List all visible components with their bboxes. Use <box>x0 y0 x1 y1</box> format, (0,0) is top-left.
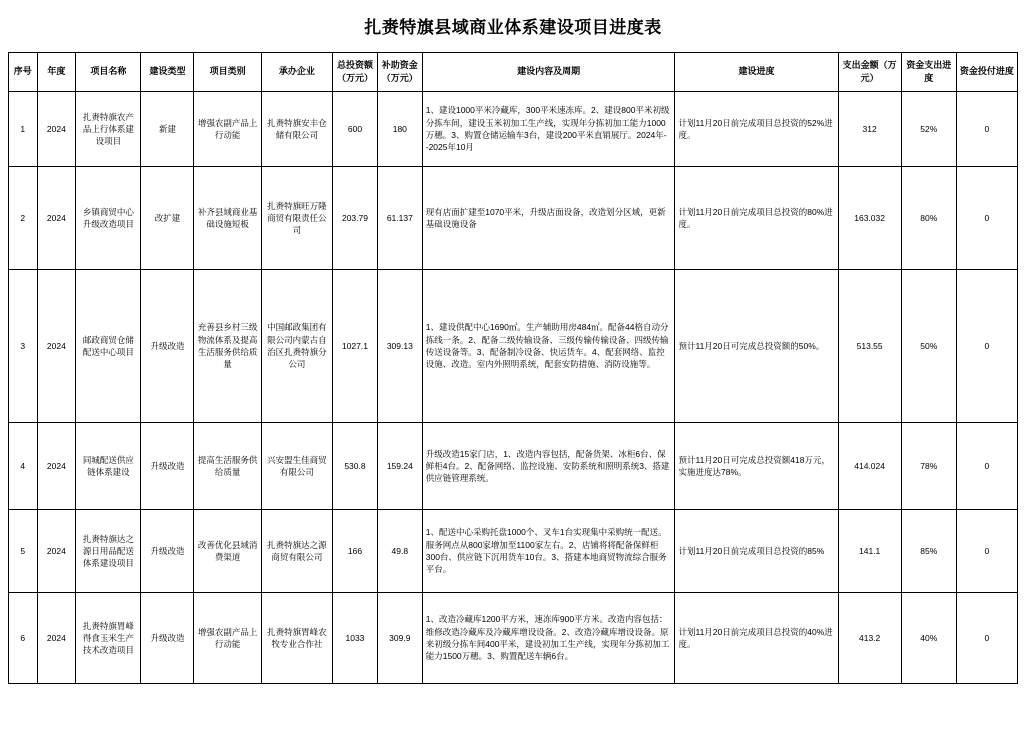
cell-subsidy: 159.24 <box>377 423 422 510</box>
cell-spend: 163.032 <box>838 167 901 270</box>
cell-progress: 预计11月20日可完成总投资额的50%。 <box>675 270 838 423</box>
cell-subsidy: 49.8 <box>377 510 422 593</box>
column-header-index: 序号 <box>9 53 38 92</box>
cell-project-name: 同城配送供应链体系建设 <box>76 423 141 510</box>
cell-spend-rate: 85% <box>901 510 956 593</box>
cell-build-type: 改扩建 <box>141 167 194 270</box>
cell-progress: 预计11月20日可完成总投资额418万元，实施进度达78%。 <box>675 423 838 510</box>
cell-content: 升级改造15家门店，1、改造内容包括，配备货架、冰柜6台、保鲜柜4台。2、配备网络、监控设施、安防系统和照明系统3、搭建供应链管理系统。 <box>422 423 675 510</box>
column-header-build-type: 建设类型 <box>141 53 194 92</box>
cell-progress: 计划11月20日前完成项目总投资的40%进度。 <box>675 593 838 684</box>
cell-spend-rate: 78% <box>901 423 956 510</box>
cell-subsidy: 180 <box>377 92 422 167</box>
cell-category: 增强农副产品上行动能 <box>194 92 261 167</box>
column-header-year: 年度 <box>37 53 76 92</box>
column-header-content: 建设内容及周期 <box>422 53 675 92</box>
column-header-payment-rate: 资金投付进度 <box>956 53 1017 92</box>
cell-spend: 312 <box>838 92 901 167</box>
cell-payment-rate: 0 <box>956 270 1017 423</box>
cell-category: 增强农副产品上行动能 <box>194 593 261 684</box>
cell-progress: 计划11月20日前完成项目总投资的52%进度。 <box>675 92 838 167</box>
cell-content: 1、改造冷藏库1200平方米，速冻库900平方米。改造内容包括：维修改造冷藏库及冷藏库增设设备。2、改造冷藏库增设设备。原来初级分拣车间400平米，建设初加工生产线，实现年分拣初加工能力1500万穗。3、购置配送车辆6台。 <box>422 593 675 684</box>
cell-year: 2024 <box>37 167 76 270</box>
cell-spend-rate: 52% <box>901 92 956 167</box>
cell-content: 1、建设1000平米冷藏库，300平米速冻库。2、建设800平米初级分拣车间，建设玉米初加工生产线，实现年分拣初加工能力1000万穗。3、购置仓储运输车3台，建设200平米直销展厅。2024年--2025年10月 <box>422 92 675 167</box>
cell-payment-rate: 0 <box>956 510 1017 593</box>
cell-subsidy: 61.137 <box>377 167 422 270</box>
cell-index: 1 <box>9 92 38 167</box>
table-header-row <box>9 53 1018 92</box>
cell-company: 扎赉特旗旺万隆商贸有限责任公司 <box>261 167 332 270</box>
cell-spend-rate: 50% <box>901 270 956 423</box>
table-row <box>9 92 1018 167</box>
cell-payment-rate: 0 <box>956 593 1017 684</box>
table-row <box>9 510 1018 593</box>
cell-content: 1、配送中心采购托盘1000个、叉车1台实现集中采购统一配送。服务网点从800家增加至1100家左右。2、店铺将将配备保鲜柜300台、供应链下沉用货车10台。3、搭建本地商贸物流综合服务平台。 <box>422 510 675 593</box>
cell-build-type: 新建 <box>141 92 194 167</box>
cell-category: 充善县乡村三级物流体系及提高生活服务供给质量 <box>194 270 261 423</box>
cell-category: 提高生活服务供给质量 <box>194 423 261 510</box>
cell-payment-rate: 0 <box>956 92 1017 167</box>
cell-progress: 计划11月20日前完成项目总投资的85% <box>675 510 838 593</box>
cell-content: 现有店面扩建至1070平米，升级店面设备，改造划分区域，更新基础设施设备 <box>422 167 675 270</box>
cell-year: 2024 <box>37 270 76 423</box>
cell-total-investment: 530.8 <box>333 423 378 510</box>
cell-index: 6 <box>9 593 38 684</box>
cell-company: 中国邮政集团有限公司内蒙古自治区扎赉特旗分公司 <box>261 270 332 423</box>
column-header-project-name: 项目名称 <box>76 53 141 92</box>
cell-company: 兴安盟生佳商贸有限公司 <box>261 423 332 510</box>
cell-build-type: 升级改造 <box>141 423 194 510</box>
column-header-subsidy: 补助资金（万元） <box>377 53 422 92</box>
cell-spend: 414.024 <box>838 423 901 510</box>
cell-build-type: 升级改造 <box>141 270 194 423</box>
cell-year: 2024 <box>37 423 76 510</box>
cell-project-name: 乡镇商贸中心升级改造项目 <box>76 167 141 270</box>
cell-subsidy: 309.9 <box>377 593 422 684</box>
cell-payment-rate: 0 <box>956 423 1017 510</box>
column-header-spend: 支出金额（万元） <box>838 53 901 92</box>
cell-total-investment: 203.79 <box>333 167 378 270</box>
cell-total-investment: 600 <box>333 92 378 167</box>
cell-content: 1、建设供配中心1690㎡。生产辅助用房484㎡。配备44格自动分拣线一条。2、配备二级传输设备、三级传输传输设备、四级传输传送设备等。3、配备制冷设备、快运货车。4、配套网络、监控设施、改造。室内外照明系统，配套安防措施、消防设施等。 <box>422 270 675 423</box>
cell-spend-rate: 40% <box>901 593 956 684</box>
project-progress-table <box>8 52 1018 684</box>
column-header-category: 项目类别 <box>194 53 261 92</box>
cell-build-type: 升级改造 <box>141 510 194 593</box>
column-header-total-investment: 总投资额（万元） <box>333 53 378 92</box>
cell-year: 2024 <box>37 510 76 593</box>
cell-year: 2024 <box>37 593 76 684</box>
cell-project-name: 扎赉特旗农产品上行体系建设项目 <box>76 92 141 167</box>
column-header-progress: 建设进度 <box>675 53 838 92</box>
cell-index: 5 <box>9 510 38 593</box>
cell-progress: 计划11月20日前完成项目总投资的80%进度。 <box>675 167 838 270</box>
cell-total-investment: 1027.1 <box>333 270 378 423</box>
cell-project-name: 扎赉特旗胃峰得食玉米生产技术改造项目 <box>76 593 141 684</box>
cell-company: 扎赉特旗胃峰农牧专业合作社 <box>261 593 332 684</box>
column-header-spend-rate: 资金支出进度 <box>901 53 956 92</box>
cell-build-type: 升级改造 <box>141 593 194 684</box>
cell-company: 扎赉特旗安丰仓储有限公司 <box>261 92 332 167</box>
table-row <box>9 270 1018 423</box>
cell-spend: 513.55 <box>838 270 901 423</box>
page-title: 扎赉特旗县域商业体系建设项目进度表 <box>364 18 662 37</box>
cell-spend-rate: 80% <box>901 167 956 270</box>
cell-payment-rate: 0 <box>956 167 1017 270</box>
cell-spend: 141.1 <box>838 510 901 593</box>
cell-total-investment: 166 <box>333 510 378 593</box>
table-row <box>9 167 1018 270</box>
table-row <box>9 423 1018 510</box>
cell-subsidy: 309.13 <box>377 270 422 423</box>
cell-spend: 413.2 <box>838 593 901 684</box>
cell-total-investment: 1033 <box>333 593 378 684</box>
cell-project-name: 扎赉特旗达之源日用品配送体系建设项目 <box>76 510 141 593</box>
cell-project-name: 邮政商贸仓储配送中心项目 <box>76 270 141 423</box>
cell-index: 2 <box>9 167 38 270</box>
cell-category: 改善优化县域消费渠道 <box>194 510 261 593</box>
cell-year: 2024 <box>37 92 76 167</box>
table-row <box>9 593 1018 684</box>
cell-index: 3 <box>9 270 38 423</box>
column-header-company: 承办企业 <box>261 53 332 92</box>
cell-index: 4 <box>9 423 38 510</box>
cell-category: 补齐县域商业基础设施短板 <box>194 167 261 270</box>
cell-company: 扎赉特旗达之源商贸有限公司 <box>261 510 332 593</box>
